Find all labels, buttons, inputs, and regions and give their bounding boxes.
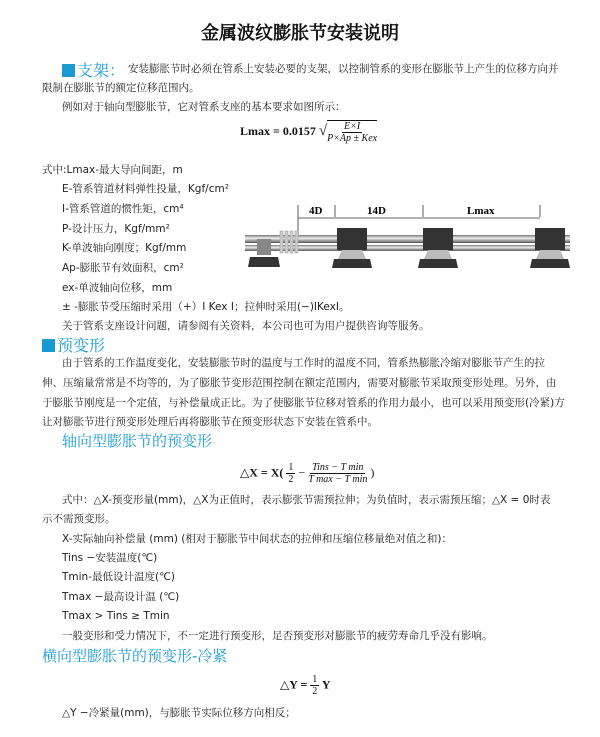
predeform-text: 由于管系的工作温度变化，安装膨胀节时的温度与工作时的温度不同，管系热膨胀冷缩对膨胀节产生的拉 <box>62 357 545 369</box>
section-heading-support <box>62 58 125 81</box>
predeform-text: 伸、压缩量常常是不均等的，为了膨胀节变形范围控制在额定范围内，需要对膨胀节采取预变形处理。另外，由 <box>42 377 557 389</box>
lateral-text: △Y −冷紧量(mm)，与膨胀节实际位移方向相反； <box>62 707 296 719</box>
subheading-lateral: 横向型膨胀节的预变形-冷紧 <box>42 647 228 665</box>
definition: ± -膨胀节受压缩时采用（+）I Kex I；拉伸时采用(−)IKexI。 <box>62 301 350 313</box>
dimension-label: 14D <box>367 205 386 217</box>
formula-lhs: Lmax = 0.0157 <box>240 123 316 138</box>
formula-lmax: Lmax = 0.0157 √ $\frac{E\times I}{\text{P×Ap ± Kex}}$ <box>240 121 378 144</box>
formula-delta-y <box>280 674 331 697</box>
predeform-text: 让对膨胀节进行预变形处理后再将膨胀节在预变形状态下安装在管系中。 <box>42 416 378 428</box>
definition: P-设计压力，Kgf/mm² <box>62 223 170 235</box>
definition: E-管系管道材料弹性投量，Kgf/cm² <box>62 183 229 195</box>
axial-text: 一般变形和受力情况下，不一定进行预变形，足否预变形对膨胀节的疲劳寿命几乎没有影响。 <box>62 630 493 642</box>
definition: Ap-膨胀节有效面积，cm² <box>62 262 184 274</box>
definition: ex-单波轴向位移，mm <box>62 282 173 294</box>
heading-text: 支架： <box>77 61 126 80</box>
pipe-upper <box>245 235 570 243</box>
formula-numerator: 1 <box>312 674 318 685</box>
formula-numerator: E×I <box>343 121 361 132</box>
formula-rhs: ) <box>370 465 375 480</box>
square-bullet-icon <box>42 339 55 352</box>
definition: 关于管系支座设计问题，请参阅有关资料，本公司也可为用户提供咨询等服务。 <box>62 320 430 332</box>
axial-text: Tmax > Tins ≥ Tmin <box>62 610 170 622</box>
anchor-base <box>248 257 280 267</box>
predeform-text: 于膨胀节刚度是一个定值，与补偿量成正比。为了使膨胀节位移对管系的作用力最小，也可以采用预变形(冷紧)方 <box>42 397 565 409</box>
formula-lhs: △Y = <box>280 677 308 692</box>
formula-operator: − <box>298 465 306 480</box>
axial-text: 示不需预变形。 <box>42 513 116 525</box>
formula-denominator: P×Ap ± Kex <box>327 133 378 144</box>
section-heading-predeform <box>42 333 105 356</box>
heading-text: 预变形 <box>57 336 106 355</box>
definition: K-单波轴向刚度；Kgf/mm <box>62 242 187 254</box>
definition: 式中:Lmax-最大导向间距，m <box>42 164 183 176</box>
formula-lhs: △X = X( <box>240 465 284 480</box>
axial-text: X-实际轴向补偿量 (mm) (相对于膨胀节中间状态的拉伸和压缩位移量绝对值之和)： <box>62 533 452 545</box>
formula-denominator: 2 <box>312 686 318 697</box>
axial-text: Tmax −最高设计温 (℃) <box>62 591 180 603</box>
axial-text: 式中：△X-预变形量(mm)，△X为正值时，表示膨张节需预拉伸；为负值时，表示需预压缩；△X = 0时表 <box>62 494 551 506</box>
formula-denominator: T max − T min <box>308 474 368 485</box>
formula-denominator: 2 <box>288 474 294 485</box>
formula-delta-x <box>240 462 374 485</box>
dimension-label: Lmax <box>467 205 495 217</box>
dimension-label: 4D <box>309 205 323 217</box>
pipe-support-diagram <box>245 195 570 280</box>
axial-text: Tmin-最低设计温度(℃) <box>62 571 175 583</box>
support-text: 限制在膨胀节的额定位移范围内。 <box>42 82 200 94</box>
support-text: 安装膨胀节时必须在管系上安装必要的支架，以控制管系的变形在膨胀节上产生的位移方向并 <box>128 63 559 75</box>
square-bullet-icon <box>62 64 75 77</box>
axial-text: Tins −安装温度(℃) <box>62 552 158 564</box>
pipe-lower <box>245 245 570 251</box>
formula-rhs: Y <box>321 677 331 692</box>
page-title: 金属波纹膨胀节安装说明 <box>201 23 399 44</box>
support-text: 例如对于轴向型膨胀节，它对管系支座的基本要求如图所示： <box>62 101 346 113</box>
formula-numerator: Tins − T min <box>312 462 364 473</box>
formula-numerator: 1 <box>288 462 294 473</box>
anchor-block <box>257 239 271 255</box>
definition: I-管系管道的惯性矩，cm⁴ <box>62 203 184 215</box>
subheading-axial: 轴向型膨胀节的预变形 <box>62 432 213 450</box>
